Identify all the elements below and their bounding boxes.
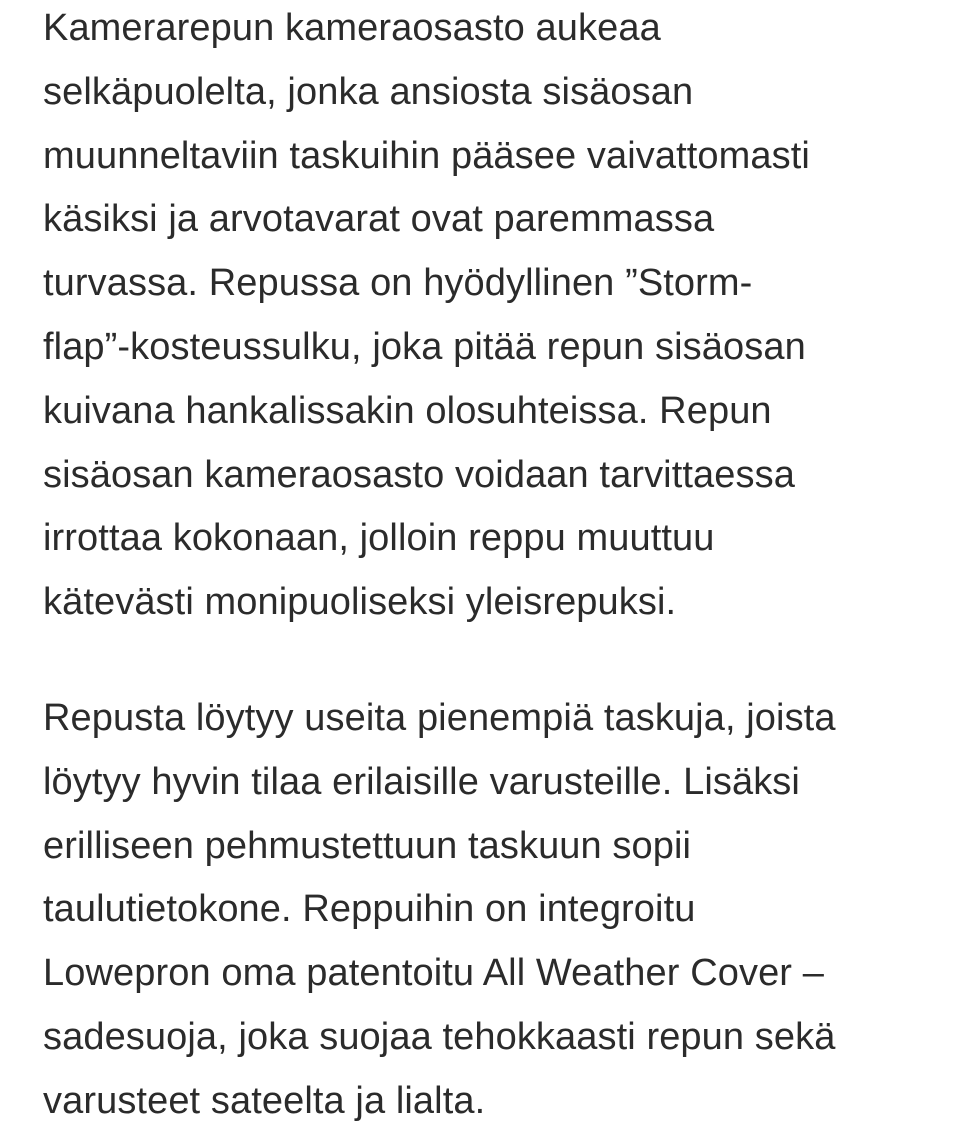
text-line: käsiksi ja arvotavarat ovat paremmassa xyxy=(43,198,715,241)
paragraph-camera-compartment xyxy=(43,0,810,635)
text-line: kuivana hankalissakin olosuhteissa. Repun xyxy=(43,389,772,432)
text-line: kätevästi monipuoliseksi yleisrepuksi. xyxy=(43,581,677,624)
text-line: Lowepron oma patentoitu All Weather Cover – xyxy=(43,952,824,995)
text-line: Repusta löytyy useita pienempiä taskuja, joista xyxy=(43,697,836,739)
text-line: Kamerarepun kameraosasto aukeaa xyxy=(43,7,661,49)
text-line: varusteet sateelta ja lialta. xyxy=(43,1079,486,1122)
text-line: muunneltaviin taskuihin pääsee vaivattomasti xyxy=(43,134,810,177)
text-line: sadesuoja, joka suojaa tehokkaasti repun sekä xyxy=(43,1015,836,1058)
text-line: flap”-kosteussulku, joka pitää repun sisäosan xyxy=(43,325,806,368)
text-line: selkäpuolelta, jonka ansiosta sisäosan xyxy=(43,70,694,113)
paragraph-pockets xyxy=(43,687,836,1134)
text-line: irrottaa kokonaan, jolloin reppu muuttuu xyxy=(43,517,715,560)
text-line: erilliseen pehmustettuun taskuun sopii xyxy=(43,824,692,867)
text-line: sisäosan kameraosasto voidaan tarvittaessa xyxy=(43,453,795,496)
text-line: taulutietokone. Reppuihin on integroitu xyxy=(43,888,696,931)
text-line: turvassa. Repussa on hyödyllinen ”Storm- xyxy=(43,262,753,305)
text-line: löytyy hyvin tilaa erilaisille varusteille. Lisäksi xyxy=(43,760,800,803)
